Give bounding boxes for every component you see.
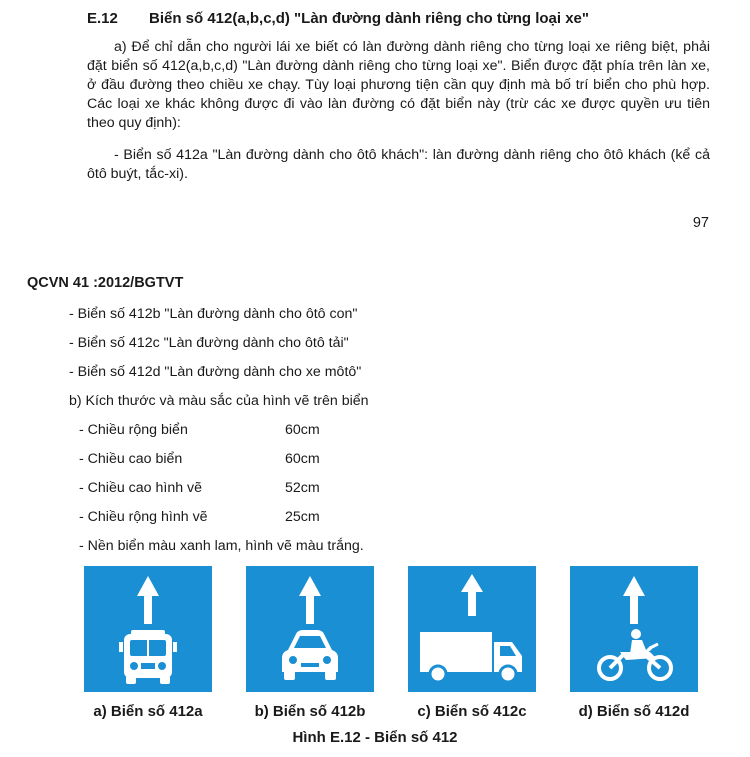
section-title: Biển số 412(a,b,c,d) "Làn đường dành riêng cho từng loại xe" bbox=[149, 10, 589, 27]
item-412c: - Biển số 412c "Làn đường dành cho ôtô tải" bbox=[69, 335, 349, 351]
dimension-label: - Chiều rộng hình vẽ bbox=[79, 509, 208, 525]
sign-412b bbox=[246, 566, 374, 692]
caption-412b: b) Biển số 412b bbox=[254, 703, 366, 720]
truck-icon bbox=[408, 566, 536, 692]
standard-header: QCVN 41 :2012/BGTVT bbox=[27, 275, 184, 291]
motorcycle-icon bbox=[570, 566, 698, 692]
page-number: 97 bbox=[692, 215, 709, 231]
dimension-value: 60cm bbox=[285, 451, 320, 467]
car-icon bbox=[246, 566, 374, 692]
item-412b: - Biển số 412b "Làn đường dành cho ôtô con" bbox=[69, 306, 358, 322]
caption-412c: c) Biển số 412c bbox=[417, 703, 527, 720]
dimension-label: - Chiều cao biển bbox=[79, 451, 183, 467]
caption-412d: d) Biển số 412d bbox=[578, 703, 690, 720]
dimension-value: 52cm bbox=[285, 480, 320, 496]
paragraph-b: b) Kích thước và màu sắc của hình vẽ trên biển bbox=[69, 393, 369, 409]
dimension-value: 60cm bbox=[285, 422, 320, 438]
paragraph-a: a) Để chỉ dẫn cho người lái xe biết có làn đường dành riêng cho từng loại xe riêng biệt, phải đặt biển số 412(a,b,c,d) "Làn đường dành riêng cho từng loại xe". Biển được đặt phía trên làn xe, ở đầu đường theo chiều xe chạy. Tùy loại phương tiện cần quy định mà bố trí biển cho phù hợp. Các loại xe khác không được đi vào làn đường có đặt biển này (trừ các xe được quyền ưu tiên theo quy định): bbox=[87, 39, 710, 131]
dimension-value: 25cm bbox=[285, 509, 320, 525]
figure-title: Hình E.12 - Biển số 412 bbox=[292, 729, 458, 746]
sign-412c bbox=[408, 566, 536, 692]
section-heading bbox=[87, 10, 589, 27]
item-412d: - Biển số 412d "Làn đường dành cho xe môtô" bbox=[69, 364, 362, 380]
sign-412d bbox=[570, 566, 698, 692]
sign-412a bbox=[84, 566, 212, 692]
color-note: - Nền biển màu xanh lam, hình vẽ màu trắng. bbox=[79, 538, 364, 554]
dimension-label: - Chiều rộng biển bbox=[79, 422, 188, 438]
item-412a: - Biển số 412a "Làn đường dành cho ôtô khách": làn đường dành riêng cho ôtô khách (kể cả ôtô buýt, tắc-xi). bbox=[87, 147, 710, 182]
section-number: E.12 bbox=[87, 10, 118, 27]
dimension-label: - Chiều cao hình vẽ bbox=[79, 480, 203, 496]
bus-icon bbox=[84, 566, 212, 692]
caption-412a: a) Biển số 412a bbox=[93, 703, 203, 720]
